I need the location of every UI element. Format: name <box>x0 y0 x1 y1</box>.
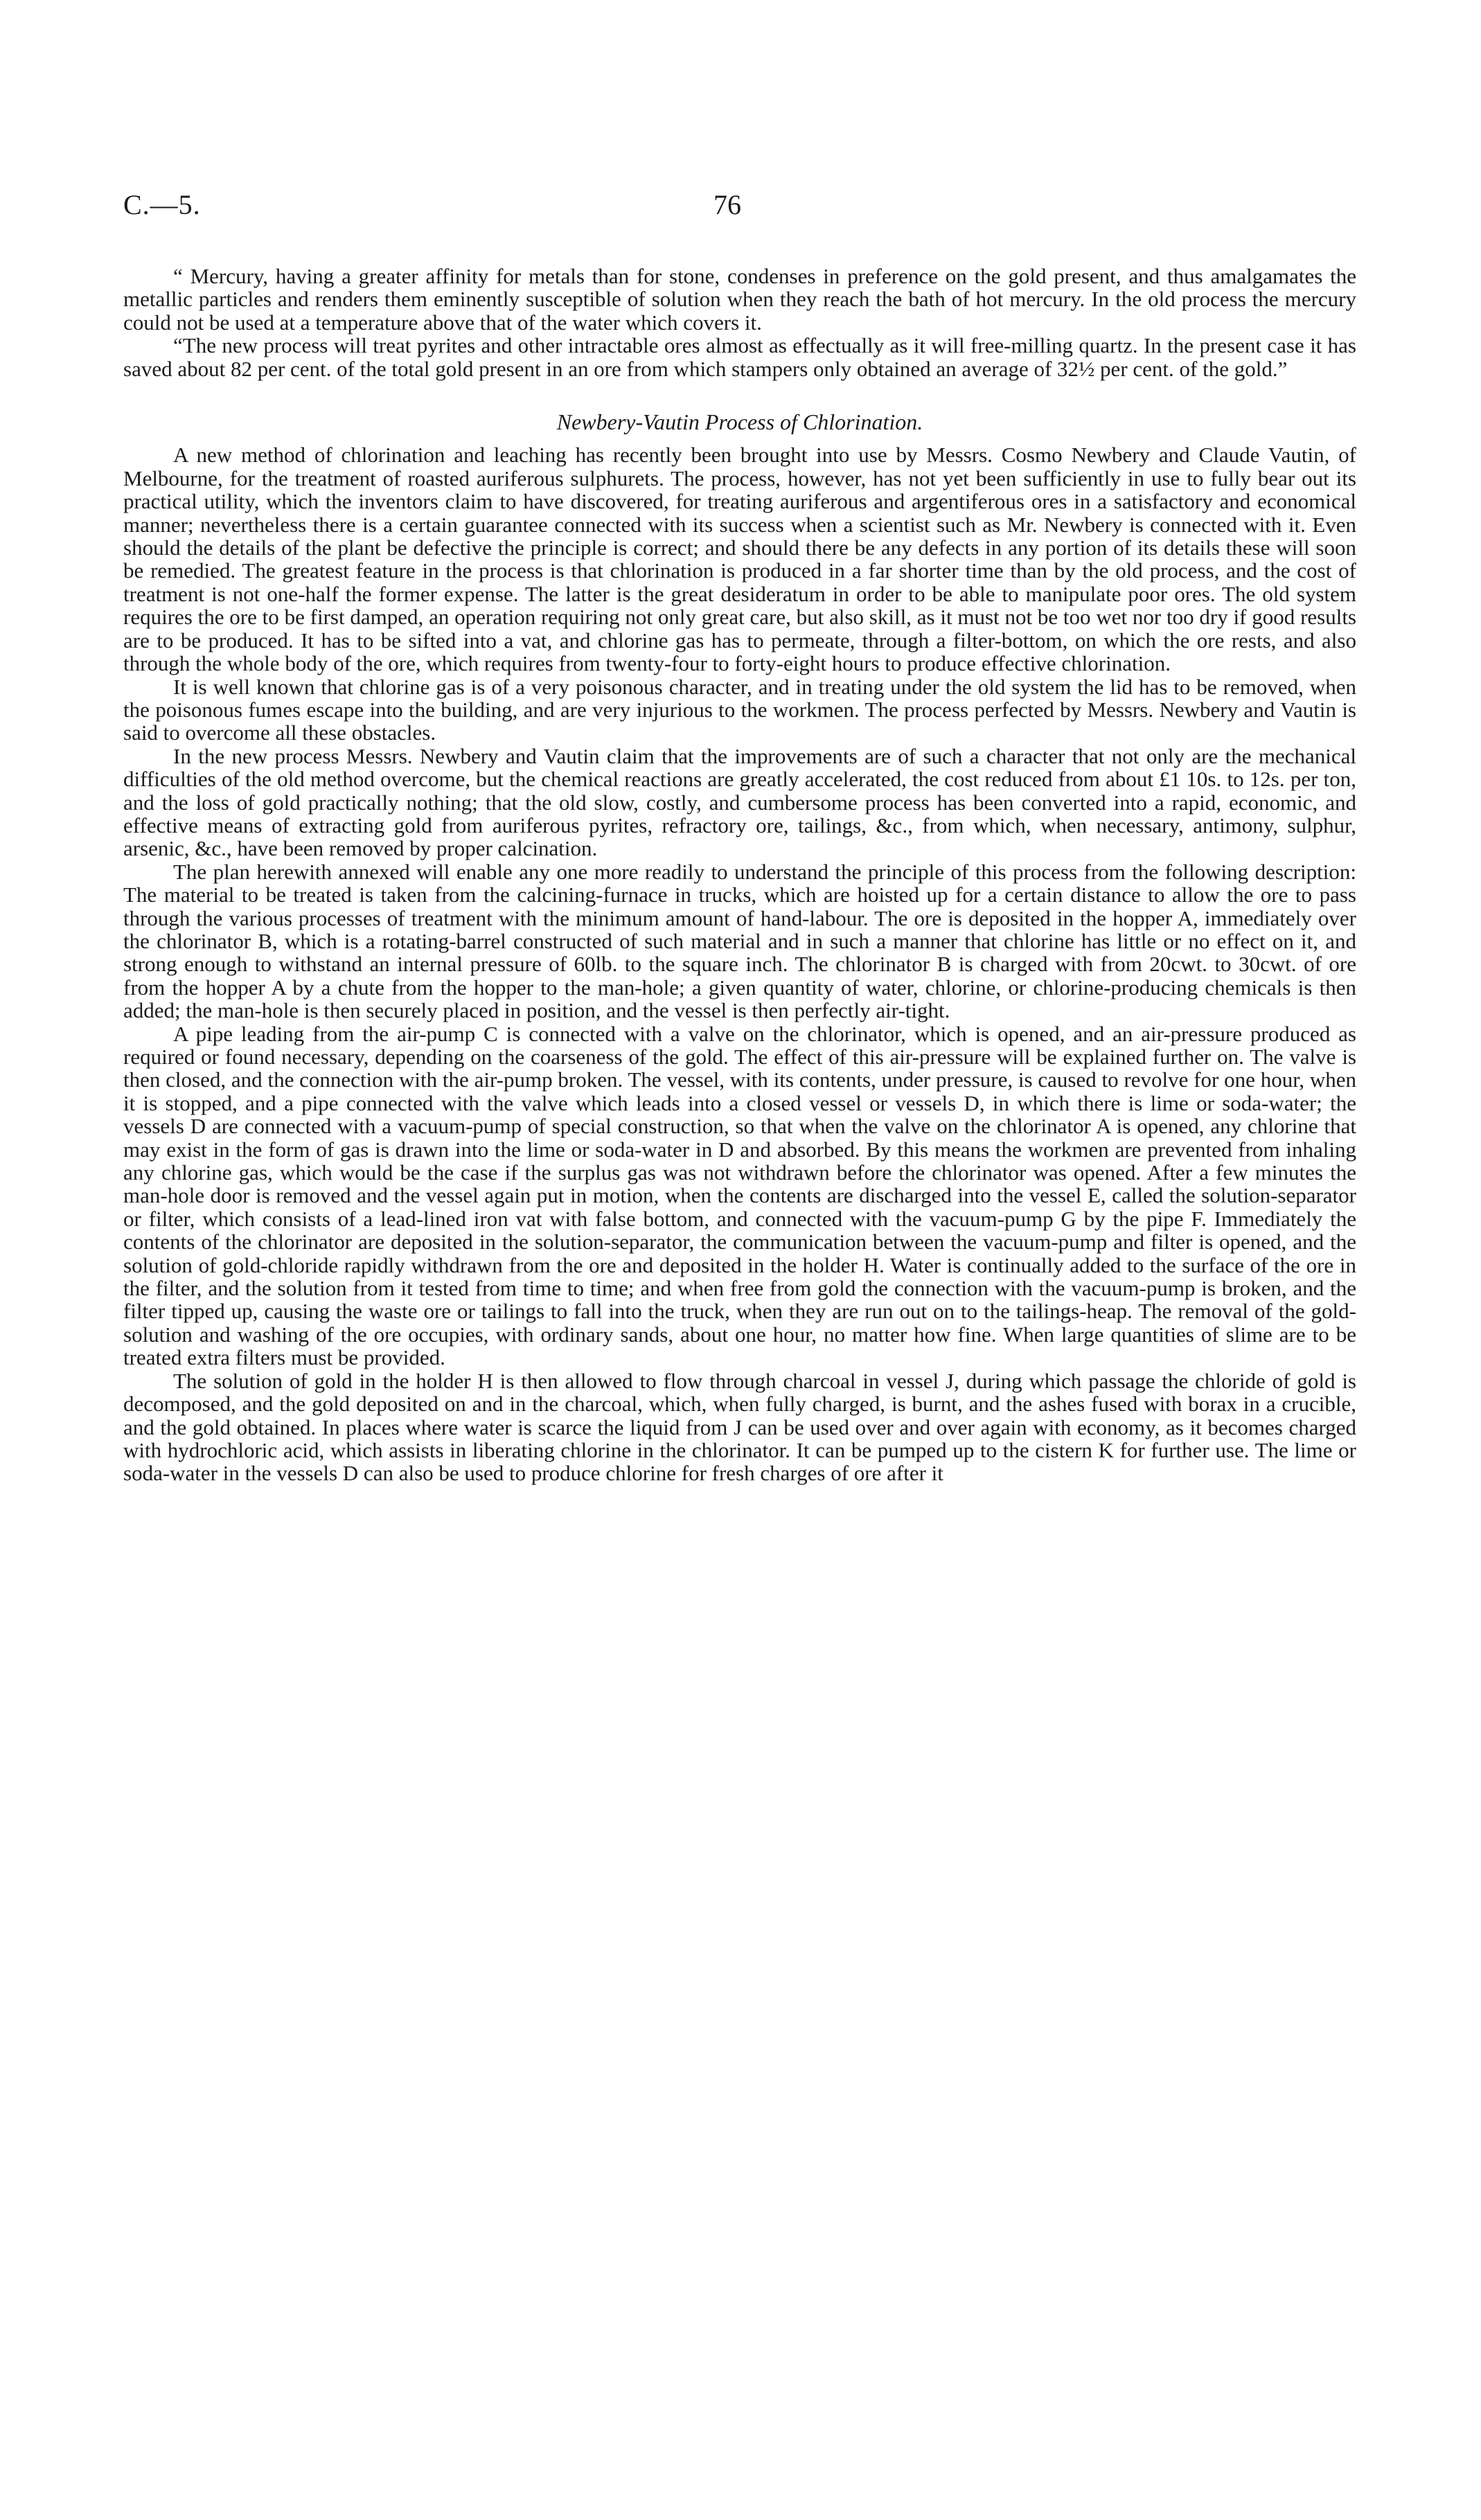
paragraph-gold-solution: The solution of gold in the holder H is then allowed to flow through charcoal in vessel J, during which passage the chloride of gold is decomposed, and the gold deposited on and in the charcoal, which, when fully charged, is burnt, and the ashes fused with borax in a crucible, and the gold obtained. In places where water is scarce the liquid from J can be used over and over again with economy, as it becomes charged with hydrochloric acid, which assists in liberating chlorine in the chlorinator. It can be pumped up to the cistern K for further use. The lime or soda-water in the vessels D can also be used to produce chlorine for fresh charges of ore after it <box>123 1368 1356 1486</box>
page-number: 76 <box>713 189 741 220</box>
body-text <box>123 265 1356 1485</box>
paragraph-new-process-claims: In the new process Messrs. Newbery and Vautin claim that the improvements are of such a character that not only are the mechanical difficulties of the old method overcome, but the chemical reactions are greatly accelerated, the cost reduced from about £1 10s. to 12s. per ton, and the loss of gold practically nothing; that the old slow, costly, and cumbersome process has been converted into a rapid, economic, and effective means of extracting gold from auriferous pyrites, refractory ore, tailings, &c., from which, when necessary, antimony, sulphur, arsenic, &c., have been removed by proper calcination. <box>123 743 1356 861</box>
paragraph-chlorine-poisonous: It is well known that chlorine gas is of a very poisonous character, and in treating under the old system the lid has to be removed, when the poisonous fumes escape into the building, and are very injurious to the workmen. The process perfected by Messrs. Newbery and Vautin is said to overcome all these obstacles. <box>123 674 1356 745</box>
paragraph-air-pump: A pipe leading from the air-pump C is connected with a valve on the chlorinator, which is opened, and an air-pressure produced as required or found necessary, depending on the coarseness of the gold. The effect of this air-pressure will be explained further on. The valve is then closed, and the connection with the air-pump broken. The vessel, with its contents, under pressure, is caused to revolve for one hour, when it is stopped, and a pipe connected with the valve which leads into a closed vessel or vessels D, in which there is lime or soda-water; the vessels D are connected with a vacuum-pump of special construction, so that when the valve on the chlorinator A is opened, any chlorine that may exist in the form of gas is drawn into the lime or soda-water in D and absorbed. By this means the workmen are prevented from inhaling any chlorine gas, which would be the case if the surplus gas was not withdrawn before the chlorinator was opened. After a few minutes the man-hole door is removed and the vessel again put in motion, when the contents are discharged into the vessel E, called the solution-separator or filter, which consists of a lead-lined iron vat with false bottom, and connected with the vacuum-pump G by the pipe F. Immediately the contents of the chlorinator are deposited in the solution-separator, the communication between the vacuum-pump and filter is opened, and the solution of gold-chloride rapidly withdrawn from the ore and deposited in the holder H. Water is continually added to the surface of the ore in the filter, and the solution from it tested from time to time; and when free from gold the connection with the vacuum-pump is broken, and the filter tipped up, causing the waste ore or tailings to fall into the truck, when they are run out on to the tailings-heap. The removal of the gold-solution and washing of the ore occupies, with ordinary sands, about one hour, no matter how fine. When large quantities of slime are to be treated extra filters must be provided. <box>123 1021 1356 1370</box>
paragraph-mercury-affinity: “ Mercury, having a greater affinity for metals than for stone, condenses in preference on the gold present, and thus amalgamates the metallic particles and renders them eminently susceptible of solution when they reach the bath of hot mercury. In the old process the mercury could not be used at a temperature above that of the water which covers it. <box>123 264 1356 335</box>
paragraph-new-process-pyrites: “The new process will treat pyrites and other intractable ores almost as effectually as it will free-milling quartz. In the present case it has saved about 82 per cent. of the total gold present in an ore from which stampers only obtained an average of 32½ per cent. of the gold.” <box>123 333 1356 381</box>
document-reference: C.—5. <box>123 189 201 220</box>
page-header <box>123 188 1356 230</box>
paragraph-plan-description: The plan herewith annexed will enable any one more readily to understand the principle of this process from the following description: The material to be treated is taken from the calcining-furnace in trucks, which are hoisted up for a certain distance to allow the ore to pass through the various processes of treatment with the minimum amount of hand-labour. The ore is deposited in the hopper A, immediately over the chlorinator B, which is a rotating-barrel constructed of such material and in such a manner that chlorine has little or no effect on it, and strong enough to withstand an internal pressure of 60lb. to the square inch. The chlorinator B is charged with from 20cwt. to 30cwt. of ore from the hopper A by a chute from the hopper to the man-hole; a given quantity of water, chlorine, or chlorine-producing chemicals is then added; the man-hole is then securely placed in position, and the vessel is then perfectly air-tight. <box>123 859 1356 1023</box>
paragraph-chlorination-method: A new method of chlorination and leaching has recently been brought into use by Messrs. Cosmo Newbery and Claude Vautin, of Melbourne, for the treatment of roasted auriferous sulphurets. The process, however, has not yet been sufficiently in use to fully bear out its practical utility, which the inventors claim to have discovered, for treating auriferous and argentiferous ores in a satisfactory and economical manner; nevertheless there is a certain guarantee connected with its success when a scientist such as Mr. Newbery is connected with it. Even should the details of the plant be defective the principle is correct; and should there be any defects in any portion of its details these will soon be remedied. The greatest feature in the process is that chlorination is produced in a far shorter time than by the old process, and the cost of treatment is not one-half the former expense. The latter is the great desideratum in order to be able to manipulate poor ores. The old system requires the ore to be first damped, an operation requiring not only great care, but also skill, as it must not be too wet nor too dry if good results are to be produced. It has to be sifted into a vat, and chlorine gas has to permeate, through a filter-bottom, on which the ore rests, and also through the whole body of the ore, which requires from twenty-four to forty-eight hours to produce effective chlorination. <box>123 443 1356 676</box>
section-heading: Newbery-Vautin Process of Chlorination. <box>556 409 923 435</box>
